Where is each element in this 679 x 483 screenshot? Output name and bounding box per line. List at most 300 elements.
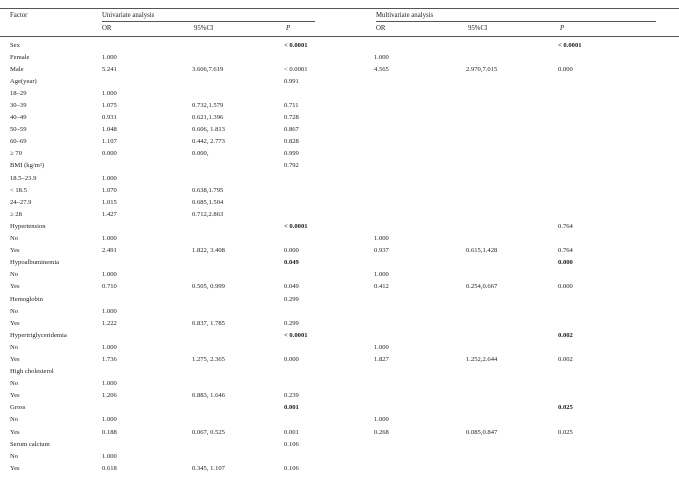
multivariate-or-cell xyxy=(374,305,466,317)
table-row-level xyxy=(10,51,618,63)
factor-name: Hypertension xyxy=(10,222,46,230)
univariate-p-cell xyxy=(284,450,374,462)
multivariate-p-cell xyxy=(558,450,618,462)
multivariate-ci-cell xyxy=(466,329,558,341)
table-row-level xyxy=(10,281,618,293)
multivariate-ci-cell xyxy=(466,196,558,208)
univariate-ci-cell xyxy=(192,378,284,390)
multivariate-ci-cell xyxy=(466,450,558,462)
multivariate-ci-cell xyxy=(466,414,558,426)
univariate-ci-cell: 0.638,1.795 xyxy=(192,186,224,194)
factor-level: 50–59 xyxy=(10,126,27,134)
multivariate-or-cell xyxy=(374,112,466,124)
multivariate-ci-cell xyxy=(466,402,558,414)
univariate-ci-cell xyxy=(192,172,284,184)
multivariate-ci-cell xyxy=(466,269,558,281)
multivariate-or-cell xyxy=(374,172,466,184)
multivariate-p-cell: 0.000 xyxy=(558,283,573,291)
univariate-or-cell: 1.206 xyxy=(102,392,117,400)
factor-name: Sex xyxy=(10,41,20,49)
univariate-ci-cell: 1.275, 2.365 xyxy=(192,355,225,363)
multivariate-p-cell xyxy=(558,390,618,402)
table-row-factor xyxy=(10,329,618,341)
top-rule xyxy=(0,8,679,9)
univariate-ci-cell xyxy=(192,269,284,281)
univariate-ci-cell xyxy=(192,341,284,353)
univariate-p-cell xyxy=(284,172,374,184)
univariate-or-cell xyxy=(102,220,192,232)
univariate-or-cell xyxy=(102,366,192,378)
multivariate-p-cell xyxy=(558,99,618,111)
univariate-ci-cell: 3.606,7.619 xyxy=(192,65,224,73)
multivariate-ci-cell xyxy=(466,160,558,172)
header-p-univariate: P xyxy=(286,25,291,32)
multivariate-or-cell: 1.000 xyxy=(374,416,389,424)
univariate-p-cell: 0.001 xyxy=(284,428,299,436)
univariate-ci-cell xyxy=(192,51,284,63)
multivariate-p-cell xyxy=(558,136,618,148)
multivariate-ci-cell xyxy=(466,341,558,353)
header-ci-multivariate: 95%CI xyxy=(468,25,488,32)
multivariate-p-cell xyxy=(558,269,618,281)
univariate-ci-cell: 1.822, 3.408 xyxy=(192,247,225,255)
multivariate-p-cell: 0.025 xyxy=(558,404,573,412)
multivariate-p-cell: 0.002 xyxy=(558,355,573,363)
multivariate-ci-cell xyxy=(466,390,558,402)
univariate-or-cell: 1.048 xyxy=(102,126,117,134)
multivariate-ci-cell xyxy=(466,75,558,87)
univariate-or-cell xyxy=(102,39,192,51)
table-row-factor xyxy=(10,366,618,378)
univariate-p-cell: 0.711 xyxy=(284,102,299,110)
multivariate-ci-cell: 0.615,1.428 xyxy=(466,247,498,255)
univariate-ci-cell: 0.712,2.863 xyxy=(192,210,224,218)
univariate-p-cell: < 0.0001 xyxy=(284,41,308,49)
univariate-or-cell: 1.075 xyxy=(102,102,117,110)
univariate-p-cell xyxy=(284,305,374,317)
univariate-p-cell: 0.049 xyxy=(284,259,299,267)
multivariate-p-cell xyxy=(558,184,618,196)
univariate-or-cell: 1.000 xyxy=(102,307,117,315)
factor-level: No xyxy=(10,235,19,243)
factor-level: No xyxy=(10,343,19,351)
multivariate-or-cell xyxy=(374,148,466,160)
multivariate-or-cell xyxy=(374,329,466,341)
multivariate-rule xyxy=(376,21,656,22)
header-or-univariate: OR xyxy=(102,25,112,32)
univariate-or-cell xyxy=(102,257,192,269)
factor-name: Hemoglobin xyxy=(10,295,43,303)
univariate-or-cell: 1.015 xyxy=(102,198,117,206)
multivariate-or-cell: 1.000 xyxy=(374,343,389,351)
univariate-or-cell: 1.000 xyxy=(102,174,117,182)
factor-name: Serum calcium xyxy=(10,440,50,448)
multivariate-p-cell xyxy=(558,160,618,172)
table-row-level xyxy=(10,136,618,148)
multivariate-ci-cell xyxy=(466,462,558,474)
univariate-or-cell: 1.736 xyxy=(102,355,117,363)
table-row-level xyxy=(10,87,618,99)
multivariate-p-cell: < 0.0001 xyxy=(558,41,582,49)
header-rule xyxy=(0,36,679,37)
multivariate-or-cell: 1.000 xyxy=(374,271,389,279)
univariate-ci-cell: 0.442, 2.773 xyxy=(192,138,225,146)
multivariate-or-cell: 0.412 xyxy=(374,283,389,291)
factor-level: 18.5–23.9 xyxy=(10,174,37,182)
factor-level: ≥ 70 xyxy=(10,150,22,158)
factor-name: Hypertriglyceridemia xyxy=(10,331,67,339)
multivariate-p-cell: 0.000 xyxy=(558,65,573,73)
factor-level: No xyxy=(10,271,19,279)
multivariate-ci-cell xyxy=(466,172,558,184)
multivariate-p-cell xyxy=(558,75,618,87)
univariate-or-cell xyxy=(102,160,192,172)
factor-name: High cholesterol xyxy=(10,368,54,376)
table-row-level xyxy=(10,390,618,402)
table-row-level xyxy=(10,317,618,329)
univariate-p-cell xyxy=(284,366,374,378)
factor-name: Hypoalbuminemia xyxy=(10,259,60,267)
univariate-p-cell: 0.000 xyxy=(284,355,299,363)
multivariate-p-cell xyxy=(558,172,618,184)
results-table-body xyxy=(10,39,618,474)
multivariate-or-cell xyxy=(374,39,466,51)
multivariate-or-cell xyxy=(374,390,466,402)
factor-level: Yes xyxy=(10,428,20,436)
multivariate-p-cell xyxy=(558,366,618,378)
multivariate-or-cell xyxy=(374,75,466,87)
multivariate-or-cell: 1.827 xyxy=(374,355,389,363)
univariate-p-cell: 0.728 xyxy=(284,114,299,122)
factor-level: Yes xyxy=(10,464,20,472)
univariate-or-cell xyxy=(102,293,192,305)
univariate-p-cell xyxy=(284,196,374,208)
multivariate-or-cell xyxy=(374,293,466,305)
univariate-ci-cell xyxy=(192,87,284,99)
univariate-or-cell: 1.000 xyxy=(102,53,117,61)
table-row-level xyxy=(10,208,618,220)
multivariate-or-cell: 0.268 xyxy=(374,428,389,436)
table-row-factor xyxy=(10,39,618,51)
multivariate-ci-cell xyxy=(466,208,558,220)
univariate-or-cell: 1.000 xyxy=(102,235,117,243)
table-row-level xyxy=(10,63,618,75)
factor-level: 60–69 xyxy=(10,138,27,146)
table-row-level xyxy=(10,450,618,462)
univariate-or-cell: 1.070 xyxy=(102,186,117,194)
univariate-or-cell: 1.107 xyxy=(102,138,117,146)
univariate-p-cell: 0.299 xyxy=(284,319,299,327)
univariate-or-cell: 1.000 xyxy=(102,343,117,351)
table-row-level xyxy=(10,269,618,281)
univariate-p-cell: 0.828 xyxy=(284,138,299,146)
univariate-ci-cell: 0.621,1.396 xyxy=(192,114,224,122)
multivariate-or-cell xyxy=(374,87,466,99)
multivariate-p-cell xyxy=(558,196,618,208)
multivariate-ci-cell xyxy=(466,99,558,111)
multivariate-or-cell xyxy=(374,366,466,378)
multivariate-or-cell xyxy=(374,257,466,269)
univariate-p-cell: < 0.0001 xyxy=(284,331,308,339)
univariate-ci-cell xyxy=(192,414,284,426)
header-p-multivariate: P xyxy=(560,25,565,32)
header-univariate: Univariate analysis xyxy=(102,12,155,19)
header-ci-univariate: 95%CI xyxy=(194,25,214,32)
multivariate-ci-cell: 2.970,7.015 xyxy=(466,65,498,73)
multivariate-p-cell xyxy=(558,341,618,353)
factor-level: Yes xyxy=(10,247,20,255)
table-row-level xyxy=(10,112,618,124)
univariate-p-cell: 0.049 xyxy=(284,283,299,291)
multivariate-ci-cell xyxy=(466,257,558,269)
table-row-level xyxy=(10,233,618,245)
multivariate-ci-cell xyxy=(466,51,558,63)
univariate-or-cell: 1.000 xyxy=(102,89,117,97)
multivariate-p-cell xyxy=(558,112,618,124)
univariate-p-cell: 0.106 xyxy=(284,464,299,472)
univariate-p-cell: 0.991 xyxy=(284,77,299,85)
multivariate-p-cell: 0.002 xyxy=(558,331,573,339)
univariate-p-cell: < 0.0001 xyxy=(284,65,308,73)
multivariate-ci-cell: 0.085,0.847 xyxy=(466,428,498,436)
multivariate-or-cell xyxy=(374,160,466,172)
multivariate-or-cell xyxy=(374,450,466,462)
univariate-or-cell: 0.618 xyxy=(102,464,117,472)
univariate-p-cell xyxy=(284,87,374,99)
table-row-level xyxy=(10,462,618,474)
multivariate-or-cell xyxy=(374,208,466,220)
multivariate-or-cell xyxy=(374,317,466,329)
univariate-ci-cell xyxy=(192,257,284,269)
factor-level: Yes xyxy=(10,392,20,400)
multivariate-or-cell xyxy=(374,99,466,111)
table-row-factor xyxy=(10,402,618,414)
factor-level: No xyxy=(10,307,19,315)
univariate-p-cell: 0.299 xyxy=(284,295,299,303)
univariate-ci-cell xyxy=(192,293,284,305)
univariate-or-cell: 1.000 xyxy=(102,416,117,424)
univariate-or-cell xyxy=(102,75,192,87)
univariate-p-cell xyxy=(284,51,374,63)
table-row-level xyxy=(10,305,618,317)
multivariate-ci-cell xyxy=(466,220,558,232)
factor-level: No xyxy=(10,380,19,388)
table-row-level xyxy=(10,245,618,257)
table-row-level xyxy=(10,172,618,184)
multivariate-or-cell xyxy=(374,462,466,474)
table-row-level xyxy=(10,99,618,111)
univariate-ci-cell: 0.505, 0.999 xyxy=(192,283,225,291)
table-row-level xyxy=(10,196,618,208)
univariate-ci-cell xyxy=(192,366,284,378)
factor-level: Male xyxy=(10,65,24,73)
table-row-factor xyxy=(10,160,618,172)
univariate-ci-cell xyxy=(192,402,284,414)
factor-level: Yes xyxy=(10,355,20,363)
multivariate-or-cell xyxy=(374,220,466,232)
multivariate-ci-cell xyxy=(466,317,558,329)
univariate-ci-cell: 0.067, 0.525 xyxy=(192,428,225,436)
univariate-p-cell: 0.000 xyxy=(284,247,299,255)
multivariate-p-cell xyxy=(558,305,618,317)
multivariate-or-cell: 4.565 xyxy=(374,65,389,73)
multivariate-p-cell xyxy=(558,233,618,245)
multivariate-or-cell xyxy=(374,402,466,414)
univariate-ci-cell xyxy=(192,75,284,87)
univariate-p-cell: 0.867 xyxy=(284,126,299,134)
factor-level: < 18.5 xyxy=(10,186,27,194)
univariate-p-cell: 0.106 xyxy=(284,440,299,448)
header-factor: Factor xyxy=(10,12,28,19)
multivariate-ci-cell xyxy=(466,184,558,196)
multivariate-p-cell xyxy=(558,87,618,99)
factor-level: 30–39 xyxy=(10,102,27,110)
univariate-ci-cell xyxy=(192,438,284,450)
multivariate-or-cell xyxy=(374,124,466,136)
table-row-level xyxy=(10,426,618,438)
factor-level: ≥ 28 xyxy=(10,210,22,218)
univariate-p-cell xyxy=(284,233,374,245)
multivariate-ci-cell: 0.254,0.667 xyxy=(466,283,498,291)
table-row-factor xyxy=(10,438,618,450)
univariate-rule xyxy=(102,21,315,22)
univariate-p-cell xyxy=(284,378,374,390)
table-row-level xyxy=(10,378,618,390)
univariate-p-cell xyxy=(284,341,374,353)
univariate-ci-cell xyxy=(192,329,284,341)
multivariate-ci-cell xyxy=(466,305,558,317)
multivariate-ci-cell xyxy=(466,233,558,245)
univariate-or-cell: 1.222 xyxy=(102,319,117,327)
univariate-ci-cell xyxy=(192,160,284,172)
multivariate-or-cell: 1.000 xyxy=(374,235,389,243)
multivariate-p-cell xyxy=(558,462,618,474)
multivariate-ci-cell xyxy=(466,378,558,390)
univariate-or-cell: 1.427 xyxy=(102,210,117,218)
factor-level: Yes xyxy=(10,283,20,291)
univariate-ci-cell: 0.606, 1.813 xyxy=(192,126,225,134)
univariate-ci-cell: 0.345, 1.107 xyxy=(192,464,225,472)
multivariate-ci-cell xyxy=(466,366,558,378)
univariate-p-cell: 0.999 xyxy=(284,150,299,158)
univariate-ci-cell xyxy=(192,39,284,51)
table-row-level xyxy=(10,341,618,353)
univariate-p-cell xyxy=(284,269,374,281)
multivariate-ci-cell xyxy=(466,124,558,136)
univariate-p-cell xyxy=(284,184,374,196)
multivariate-p-cell xyxy=(558,148,618,160)
table-row-level xyxy=(10,414,618,426)
multivariate-ci-cell xyxy=(466,293,558,305)
univariate-p-cell xyxy=(284,208,374,220)
multivariate-p-cell xyxy=(558,438,618,450)
univariate-p-cell: 0.239 xyxy=(284,392,299,400)
univariate-ci-cell: 0.883, 1.646 xyxy=(192,392,225,400)
multivariate-p-cell xyxy=(558,293,618,305)
univariate-or-cell: 2.491 xyxy=(102,247,117,255)
multivariate-p-cell xyxy=(558,414,618,426)
univariate-or-cell: 0.188 xyxy=(102,428,117,436)
univariate-or-cell: 5.241 xyxy=(102,65,117,73)
univariate-or-cell: 0.000 xyxy=(102,150,117,158)
univariate-or-cell xyxy=(102,438,192,450)
factor-level: No xyxy=(10,452,19,460)
factor-name: Gross xyxy=(10,404,26,412)
multivariate-or-cell xyxy=(374,378,466,390)
table-row-level xyxy=(10,148,618,160)
univariate-or-cell xyxy=(102,402,192,414)
univariate-ci-cell: 0.000, xyxy=(192,150,209,158)
univariate-p-cell: 0.792 xyxy=(284,162,299,170)
multivariate-p-cell: 0.764 xyxy=(558,222,573,230)
univariate-or-cell: 0.931 xyxy=(102,114,117,122)
univariate-ci-cell: 0.685,1.504 xyxy=(192,198,224,206)
univariate-or-cell: 0.710 xyxy=(102,283,117,291)
factor-level: 18–29 xyxy=(10,89,27,97)
univariate-p-cell xyxy=(284,414,374,426)
factor-name: Age(year) xyxy=(10,77,37,85)
univariate-or-cell: 1.000 xyxy=(102,452,117,460)
multivariate-p-cell xyxy=(558,378,618,390)
factor-level: 24–27.9 xyxy=(10,198,32,206)
factor-level: No xyxy=(10,416,19,424)
multivariate-ci-cell xyxy=(466,39,558,51)
table-row-factor xyxy=(10,293,618,305)
univariate-ci-cell xyxy=(192,305,284,317)
multivariate-p-cell xyxy=(558,208,618,220)
univariate-ci-cell xyxy=(192,233,284,245)
multivariate-p-cell xyxy=(558,124,618,136)
factor-level: Female xyxy=(10,53,30,61)
univariate-ci-cell xyxy=(192,450,284,462)
univariate-ci-cell: 0.732,1.579 xyxy=(192,102,224,110)
results-table xyxy=(10,39,618,474)
multivariate-p-cell xyxy=(558,51,618,63)
table-row-factor xyxy=(10,257,618,269)
multivariate-ci-cell xyxy=(466,136,558,148)
multivariate-p-cell xyxy=(558,317,618,329)
factor-name: BMI (kg/m²) xyxy=(10,162,45,170)
multivariate-p-cell: 0.025 xyxy=(558,428,573,436)
univariate-ci-cell xyxy=(192,220,284,232)
multivariate-or-cell xyxy=(374,136,466,148)
multivariate-or-cell xyxy=(374,184,466,196)
multivariate-ci-cell xyxy=(466,438,558,450)
multivariate-ci-cell xyxy=(466,112,558,124)
multivariate-or-cell: 1.000 xyxy=(374,53,389,61)
table-row-level xyxy=(10,184,618,196)
factor-level: Yes xyxy=(10,319,20,327)
univariate-p-cell: 0.001 xyxy=(284,404,299,412)
multivariate-or-cell: 0.937 xyxy=(374,247,389,255)
multivariate-p-cell: 0.764 xyxy=(558,247,573,255)
univariate-or-cell xyxy=(102,329,192,341)
multivariate-ci-cell: 1.252,2.644 xyxy=(466,355,498,363)
factor-level: 40–49 xyxy=(10,114,27,122)
multivariate-or-cell xyxy=(374,438,466,450)
univariate-or-cell: 1.000 xyxy=(102,271,117,279)
multivariate-or-cell xyxy=(374,196,466,208)
multivariate-ci-cell xyxy=(466,87,558,99)
multivariate-p-cell: 0.000 xyxy=(558,259,573,267)
univariate-p-cell: < 0.0001 xyxy=(284,222,308,230)
header-or-multivariate: OR xyxy=(376,25,386,32)
header-multivariate: Multivariate analysis xyxy=(376,12,434,19)
table-row-factor xyxy=(10,75,618,87)
table-row-level xyxy=(10,124,618,136)
multivariate-ci-cell xyxy=(466,148,558,160)
univariate-ci-cell: 0.837, 1.785 xyxy=(192,319,225,327)
